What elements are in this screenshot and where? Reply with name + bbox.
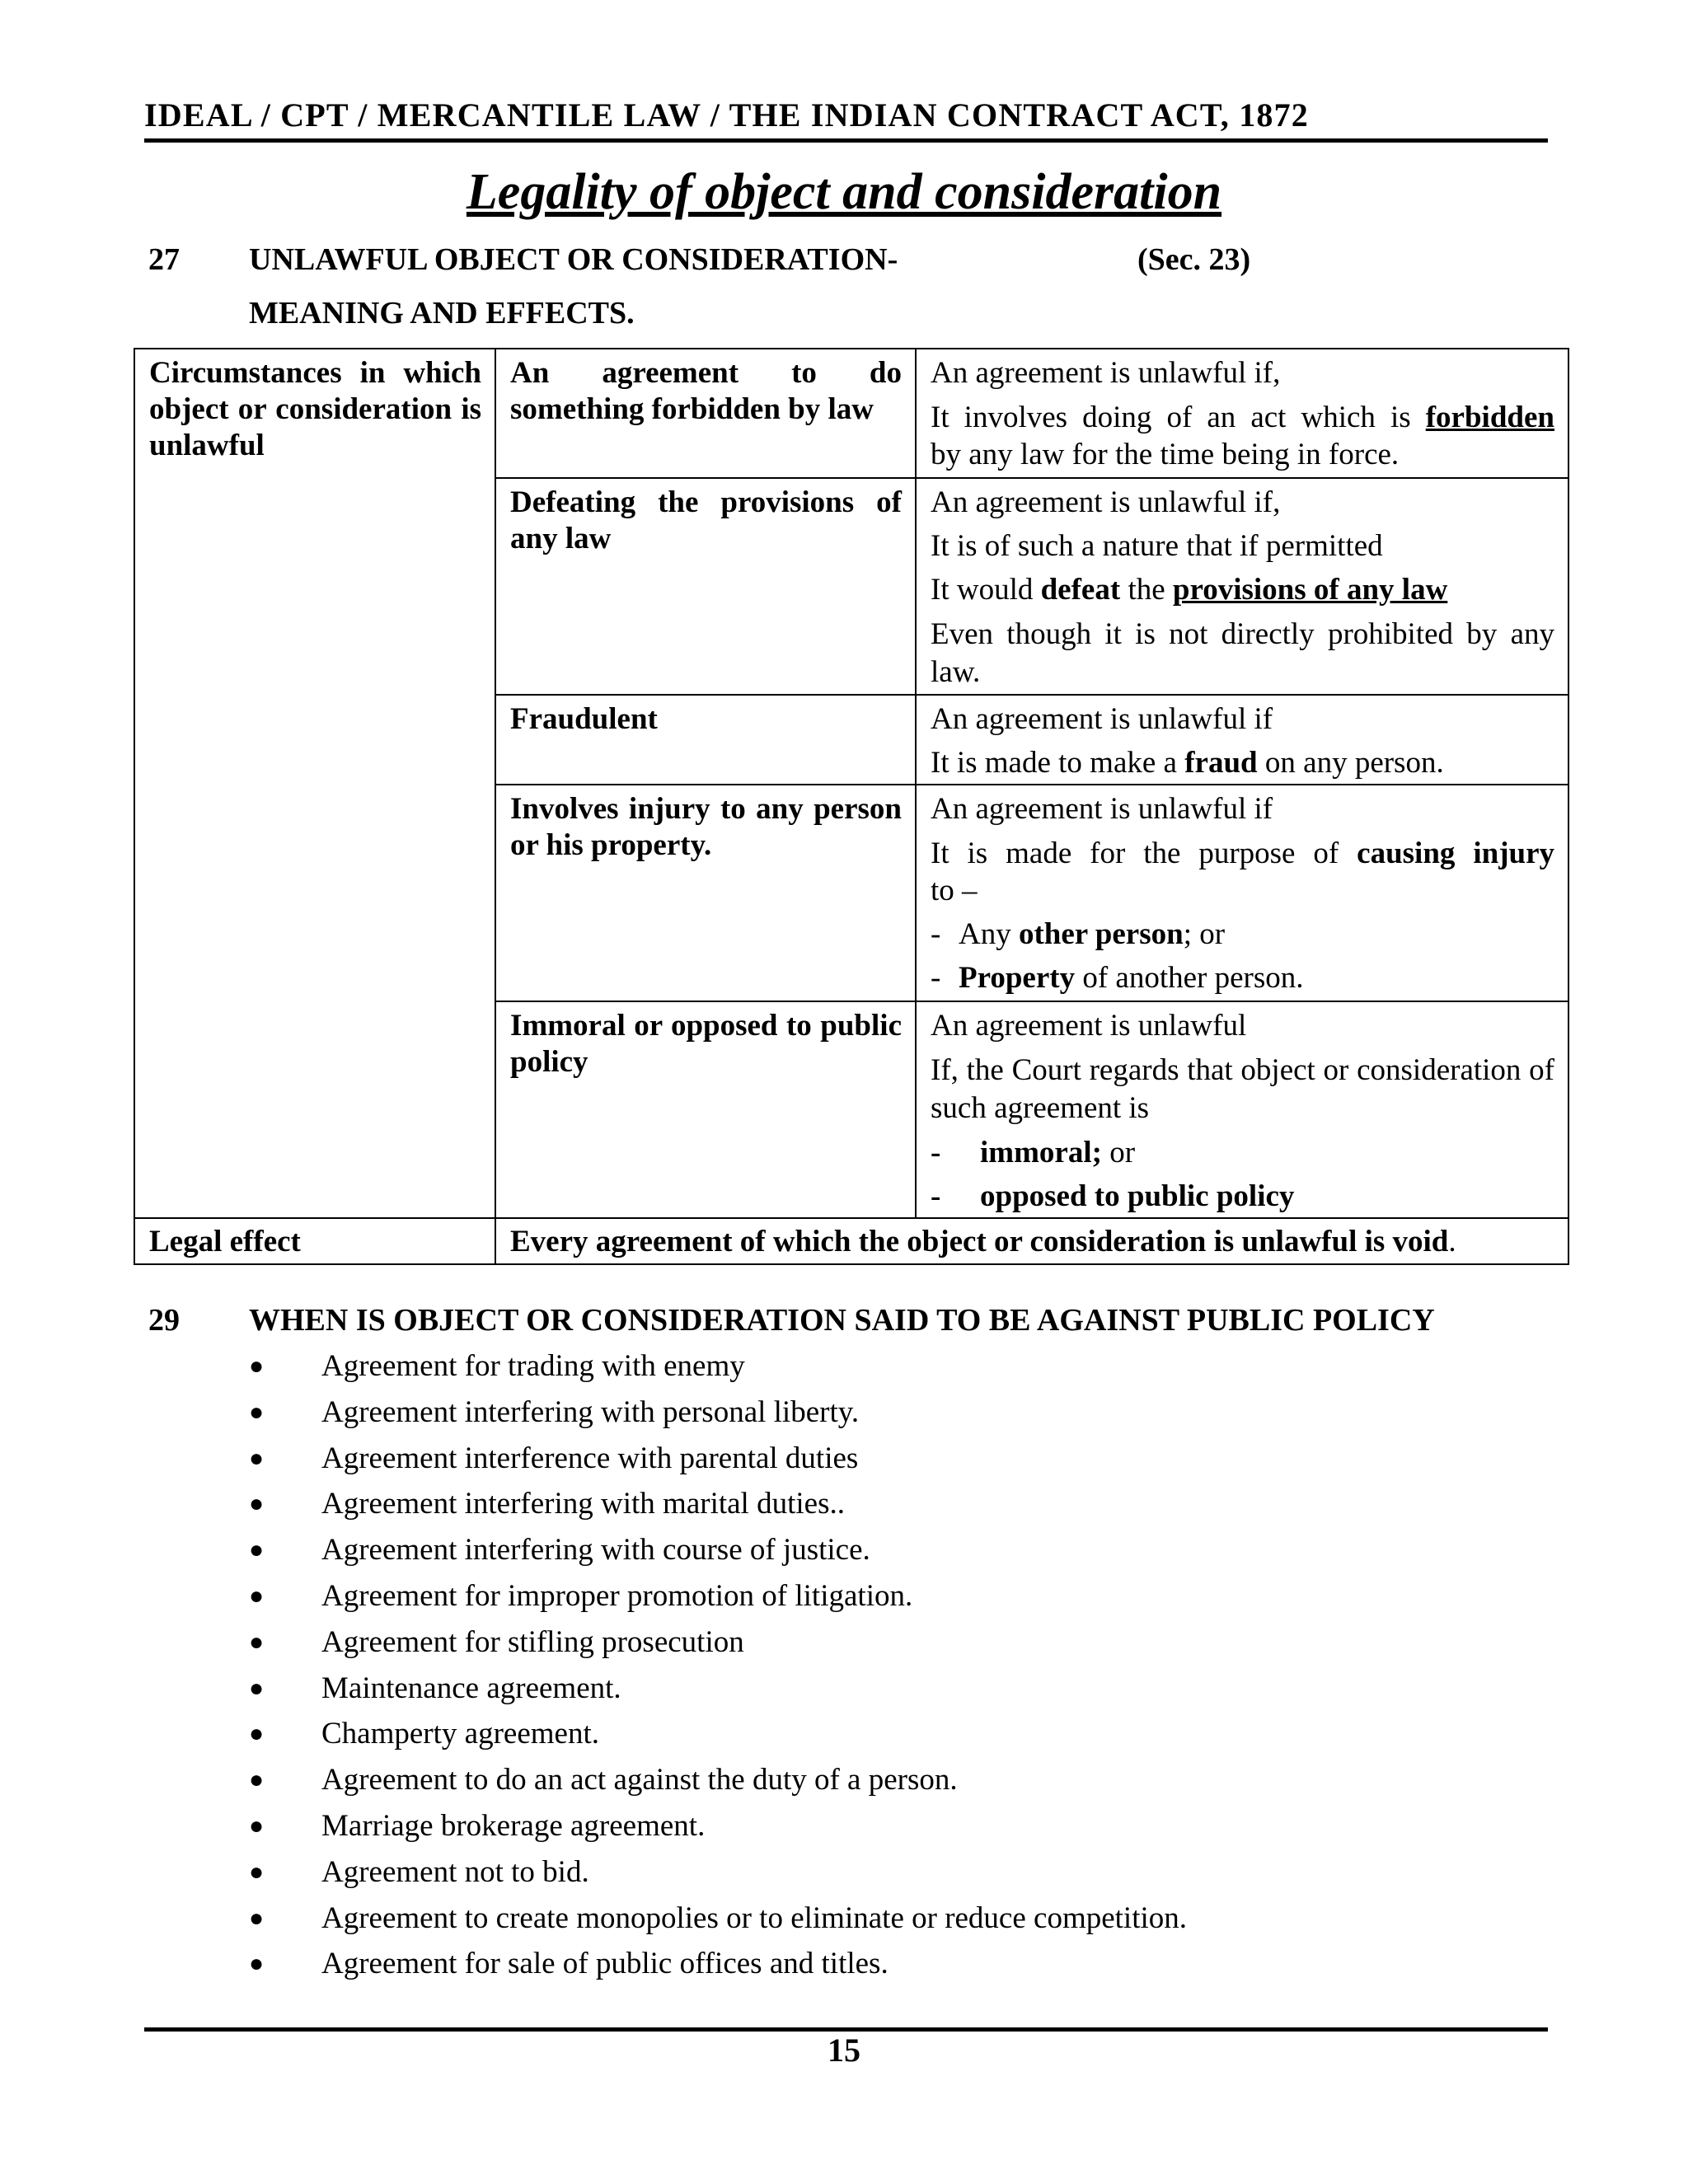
circumstance-cell: Defeating the provisions of any law [495, 478, 916, 695]
text-span: It is made to make a [931, 746, 1177, 780]
explanation-cell [916, 785, 1568, 1001]
explanation-line: An agreement is unlawful if [931, 792, 1273, 826]
dash-item [931, 960, 1554, 996]
list-item-text: Agreement for improper promotion of litigation. [321, 1578, 913, 1613]
list-item-text: Agreement not to bid. [321, 1854, 589, 1889]
bullet-icon: ● [249, 1628, 265, 1656]
section-number-27: 27 [148, 242, 180, 277]
bullet-icon: ● [249, 1811, 265, 1840]
bullet-icon: ● [249, 1904, 265, 1932]
circumstance-cell: Fraudulent [495, 695, 916, 785]
explanation-line: An agreement is unlawful if, [931, 356, 1281, 390]
bullet-icon: ● [249, 1490, 265, 1518]
text-span: on any person. [1264, 746, 1444, 780]
dash-marker: - [931, 917, 941, 951]
bullet-icon: ● [249, 1766, 265, 1794]
dash-item [931, 1135, 1554, 1171]
list-item [249, 1757, 1187, 1803]
dash-item [931, 916, 1554, 953]
emphasis-other-person: other person [1018, 917, 1184, 951]
list-item [249, 1390, 1187, 1436]
list-item [249, 1573, 1187, 1619]
list-item-text: Agreement for stifling prosecution [321, 1624, 744, 1659]
circumstance-cell: Involves injury to any person or his property. [495, 785, 916, 1001]
list-item [249, 1849, 1187, 1896]
list-item-text: Maintenance agreement. [321, 1671, 621, 1705]
explanation-line: It is of such a nature that if permitted [931, 529, 1383, 563]
bullet-icon: ● [249, 1674, 265, 1702]
list-item [249, 1666, 1187, 1712]
page-title: Legality of object and consideration [466, 164, 1222, 220]
list-item [249, 1803, 1187, 1849]
table-row [134, 349, 1568, 478]
bullet-icon: ● [249, 1858, 265, 1886]
explanation-line: An agreement is unlawful if [931, 702, 1273, 736]
text-span: of another person. [1082, 961, 1304, 995]
list-item-text: Champerty agreement. [321, 1717, 599, 1751]
list-item [249, 1619, 1187, 1666]
text-span: Any [959, 917, 1011, 951]
explanation-cell [916, 478, 1568, 695]
emphasis-property: Property [959, 961, 1076, 995]
list-item-text: Agreement interference with parental duties [321, 1441, 859, 1475]
header-rule [144, 138, 1548, 143]
explanation-line: An agreement is unlawful [931, 1009, 1247, 1043]
text-span: It would [931, 573, 1034, 607]
public-policy-list [249, 1343, 1187, 1987]
list-item-text: Agreement to do an act against the duty of a person. [321, 1763, 958, 1797]
list-item-text: Agreement to create monopolies or to eliminate or reduce competition. [321, 1900, 1188, 1935]
list-item [249, 1711, 1187, 1757]
text-span: It involves doing of an act which is [931, 401, 1411, 434]
list-item [249, 1481, 1187, 1527]
bullet-icon: ● [249, 1720, 265, 1748]
explanation-line: If, the Court regards that object or consideration of such agreement is [931, 1053, 1554, 1125]
page-number: 15 [828, 2032, 860, 2069]
circumstance-cell: An agreement to do something forbidden by law [495, 349, 916, 478]
text-span: ; or [1183, 917, 1226, 951]
dash-marker: - [931, 961, 941, 995]
explanation-line: by any law for the time being in force. [931, 438, 1400, 471]
explanation-line: An agreement is unlawful if, [931, 485, 1281, 519]
list-item-text: Agreement interfering with personal liberty. [321, 1394, 860, 1429]
row-header-circumstances: Circumstances in which object or consideration is unlawful [134, 349, 495, 1218]
bullet-icon: ● [249, 1536, 265, 1564]
explanation-cell [916, 1001, 1568, 1218]
text-span: or [1109, 1136, 1136, 1169]
text-span: the [1128, 573, 1165, 607]
text-span: It is made for the purpose of [931, 837, 1339, 870]
emphasis-provisions: provisions of any law [1172, 573, 1448, 607]
section-heading-29: WHEN IS OBJECT OR CONSIDERATION SAID TO BE AGAINST PUBLIC POLICY [249, 1303, 1435, 1338]
emphasis-defeat: defeat [1040, 573, 1121, 607]
text-span: . [1448, 1225, 1456, 1258]
list-item [249, 1436, 1187, 1482]
section-reference: (Sec. 23) [1137, 242, 1251, 277]
legal-effect-label: Legal effect [134, 1218, 495, 1264]
circumstance-cell: Immoral or opposed to public policy [495, 1001, 916, 1218]
bullet-icon: ● [249, 1950, 265, 1978]
dash-marker: - [931, 1179, 941, 1213]
unlawful-object-table [134, 348, 1569, 1265]
legal-effect-cell [495, 1218, 1568, 1264]
bullet-icon: ● [249, 1398, 265, 1426]
section-number-29: 29 [148, 1303, 180, 1338]
list-item [249, 1941, 1187, 1987]
emphasis-forbidden: forbidden [1425, 401, 1554, 434]
emphasis-public-policy: opposed to public policy [980, 1179, 1295, 1213]
explanation-line: to – [931, 874, 978, 907]
list-item-text: Marriage brokerage agreement. [321, 1808, 706, 1843]
explanation-line: Even though it is not directly prohibited by any law. [931, 617, 1554, 689]
section-heading-line2: MEANING AND EFFECTS. [249, 296, 635, 330]
explanation-cell [916, 695, 1568, 785]
list-item-text: Agreement for trading with enemy [321, 1349, 745, 1383]
explanation-line [931, 572, 1554, 608]
dash-item [931, 1179, 1554, 1215]
bullet-icon: ● [249, 1444, 265, 1472]
bullet-icon: ● [249, 1352, 265, 1380]
list-item-text: Agreement interfering with course of justice. [321, 1533, 870, 1568]
bullet-icon: ● [249, 1582, 265, 1610]
explanation-line [931, 745, 1554, 781]
emphasis-fraud: fraud [1184, 746, 1258, 780]
list-item [249, 1896, 1187, 1942]
emphasis-causing-injury: causing injury [1357, 837, 1555, 870]
explanation-line [931, 399, 1554, 437]
legal-effect-text: Every agreement of which the object or consideration is unlawful is void [510, 1225, 1449, 1258]
list-item [249, 1527, 1187, 1573]
emphasis-immoral: immoral; [980, 1136, 1102, 1169]
explanation-cell [916, 349, 1568, 478]
explanation-line [931, 835, 1554, 873]
running-header: IDEAL / CPT / MERCANTILE LAW / THE INDIAN CONTRACT ACT, 1872 [144, 96, 1309, 134]
table-row-legal-effect [134, 1218, 1568, 1264]
list-item-text: Agreement for sale of public offices and titles. [321, 1947, 889, 1981]
section-heading-line1: UNLAWFUL OBJECT OR CONSIDERATION- [249, 242, 898, 277]
list-item-text: Agreement interfering with marital duties.. [321, 1487, 845, 1521]
dash-marker: - [931, 1136, 941, 1169]
list-item [249, 1343, 1187, 1390]
